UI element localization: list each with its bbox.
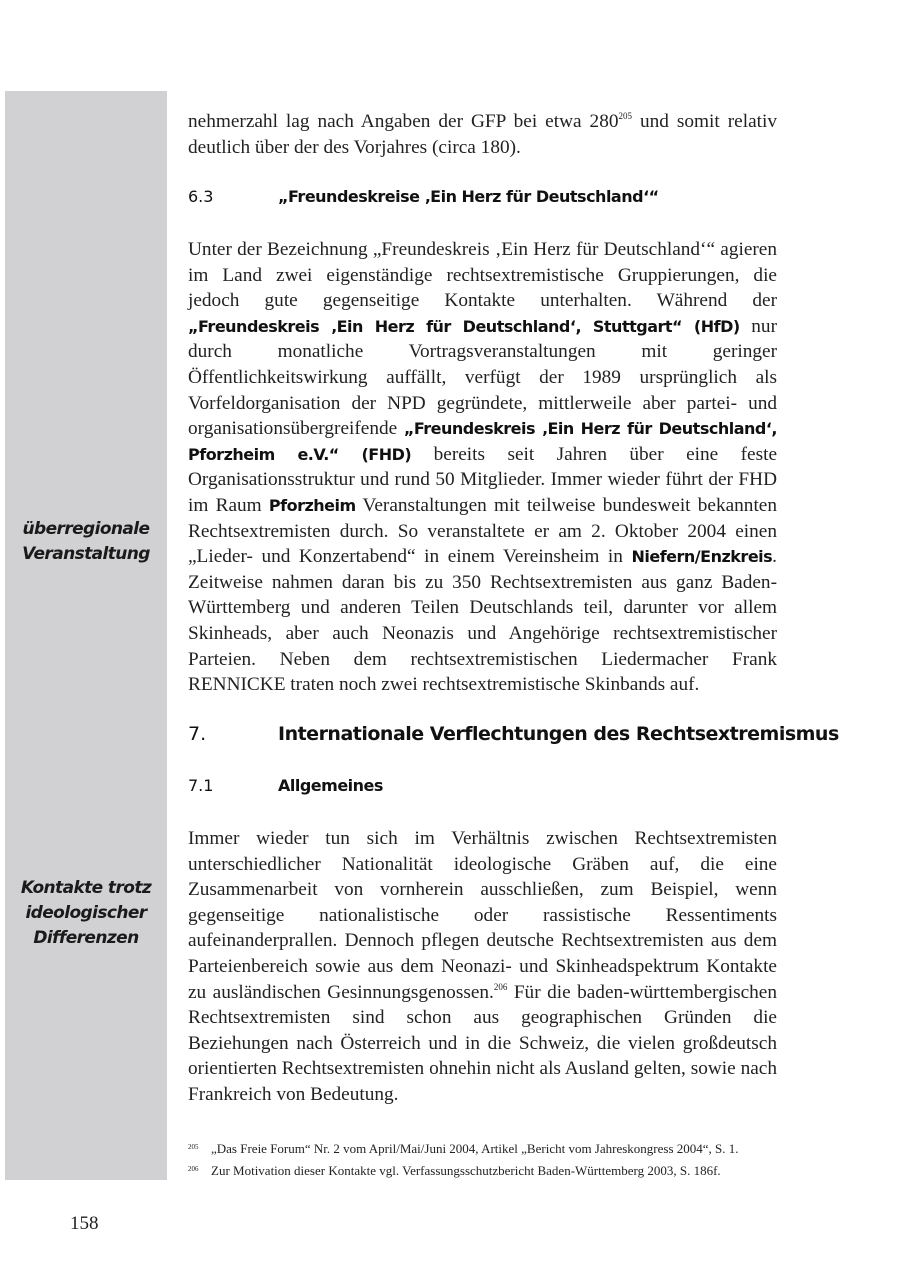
text-run: Immer wieder tun sich im Verhältnis zwischen Rechtsextremisten unterschiedlicher Nationalität ideologische Gräben auf, die eine Zusammenarbeit von vornherein ausschließen, zum Beispiel, wenn gegenseitige nationalistische oder rassistische Ressentiments aufeinanderprallen. Dennoch pflegen deutsche Rechtsextremisten aus dem Parteienbereich sowie aus dem Neonazi- und Skinheadspektrum Kontakte zu ausländischen Gesinnungsgenossen.	[188, 828, 777, 1003]
footnote	[188, 1139, 788, 1161]
margin-note-line: ideologischer	[25, 903, 147, 923]
text-run: Für die baden-württembergischen Rechtsextremisten sind schon aus geographischen Gründen die Beziehungen nach Österreich und in die Schweiz, die vielen großdeutsch orientierten Rechtsextremisten ohnehin nicht als Ausland gelten, sowie nach Frankreich von Bedeutung.	[188, 981, 777, 1105]
section-6-3-body	[188, 237, 777, 698]
footnote-text: „Das Freie Forum“ Nr. 2 vom April/Mai/Juni 2004, Artikel „Bericht vom Jahreskongress 2004“, S. 1.	[211, 1141, 739, 1156]
intro-paragraph-block	[188, 109, 777, 160]
intro-paragraph	[188, 109, 777, 160]
margin-note-line: Veranstaltung	[22, 544, 150, 564]
heading-6-3	[188, 187, 659, 206]
margin-note-line: überregionale	[22, 519, 150, 539]
bold-term: „Freundeskreis ‚Ein Herz für Deutschland‘, Stuttgart“ (HfD)	[188, 316, 740, 336]
margin-note-line: Differenzen	[33, 928, 139, 948]
footnote	[188, 1161, 788, 1183]
text-run: und somit relativ deutlich über der des Vorjahres (circa 180).	[188, 111, 777, 158]
bold-term: Niefern/Enzkreis	[631, 547, 773, 567]
section-title: Internationale Verflechtungen des Rechtsextremismus	[278, 723, 839, 745]
footnote-number: 206	[188, 1165, 199, 1173]
text-run: nehmerzahl lag nach Angaben der GFP bei etwa 280	[188, 111, 619, 132]
section-number: 7.1	[188, 776, 214, 795]
text-run: bereits seit Jahren über eine feste Organisationsstruktur und rund 50 Mitglieder. Immer wieder führt der FHD im Raum	[188, 443, 777, 516]
section-title: Allgemeines	[278, 776, 383, 795]
section-7-1-body	[188, 826, 777, 1108]
section-number: 6.3	[188, 187, 214, 206]
section-number: 7.	[188, 723, 207, 745]
margin-sidebar	[5, 91, 167, 1180]
text-run: nur durch monatliche Vortragsveranstaltungen mit geringer Öffentlichkeitswirkung auffällt, verfügt der 1989 ursprünglich als Vorfeldorganisation der NPD gegründete, mittlerweile aber partei- und organisationsübergreifende	[188, 315, 777, 440]
footnote-text: Zur Motivation dieser Kontakte vgl. Verfassungsschutzbericht Baden-Württemberg 2003, S. 186f.	[211, 1163, 721, 1178]
text-run: Unter der Bezeichnung „Freundeskreis ‚Ein Herz für Deutschland‘“ agieren im Land zwei eigenständige rechtsextremistische Gruppierungen, die jedoch gute gegenseitige Kontakte unterhalten. Während der	[188, 239, 777, 312]
section-title: „Freundeskreise ‚Ein Herz für Deutschland‘“	[278, 187, 659, 206]
text-run: Veranstaltungen mit teilweise bundesweit bekannten Rechtsextremisten durch. So veranstaltete er am 2. Oktober 2004 einen „Lieder- und Konzertabend“ in einem Vereinsheim in	[188, 494, 778, 568]
heading-7-1	[188, 776, 383, 795]
text-run: . Zeitweise nahmen daran bis zu 350 Rechtsextremisten aus ganz Baden-Württemberg und anderen Teilen Deutschlands teil, darunter vor allem Skinheads, aber auch Neonazis und Angehörige rechtsextremistischer Parteien. Neben dem rechtsextremistischen Liedermacher Frank RENNICKE traten noch zwei rechtsextremistische Skinbands auf.	[188, 546, 777, 696]
heading-7	[188, 723, 839, 745]
page-number: 158	[70, 1213, 99, 1234]
margin-note-kontakte	[5, 876, 167, 951]
margin-note-ueberregionale-veranstaltung	[5, 517, 167, 567]
bold-term: „Freundeskreis ‚Ein Herz für Deutschland‘, Pforzheim e.V.“ (FHD)	[188, 419, 777, 464]
section-7-1-paragraph	[188, 826, 777, 1108]
bold-term: Pforzheim	[268, 495, 356, 515]
footnote-ref: 206	[493, 981, 508, 992]
footnote-number: 205	[188, 1143, 199, 1151]
margin-note-line: Kontakte trotz	[20, 878, 152, 898]
section-6-3-paragraph	[188, 237, 777, 698]
footnotes	[188, 1139, 788, 1183]
footnote-ref: 205	[618, 111, 632, 121]
